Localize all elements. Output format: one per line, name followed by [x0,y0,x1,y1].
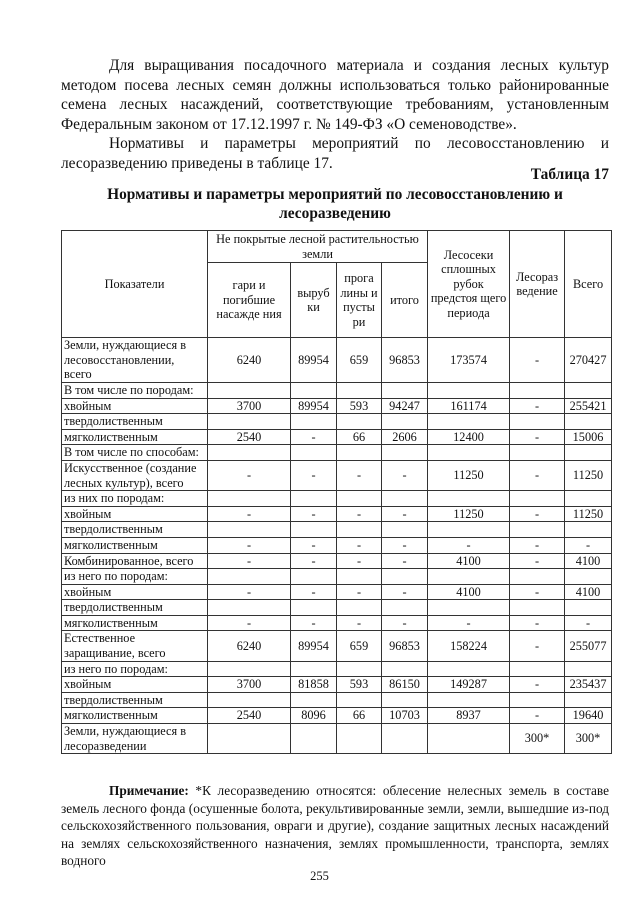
table-cell [337,661,382,677]
table-cell: - [382,615,428,631]
table-cell: - [382,537,428,553]
table-cell: - [337,460,382,490]
table-cell: - [208,537,291,553]
row-label: мягколиственным [62,615,208,631]
table-cell [565,382,612,398]
table-cell [382,692,428,708]
table-cell: - [291,553,337,569]
table-cell [291,382,337,398]
table-cell: 6240 [208,338,291,383]
table-cell: - [510,338,565,383]
table-cell: - [337,553,382,569]
row-label: из него по породам: [62,569,208,585]
table-row [62,537,612,553]
table-cell [208,414,291,430]
table-cell: - [382,460,428,490]
table-cell: 66 [337,708,382,724]
table-row [62,445,612,461]
table-cell [291,600,337,616]
row-label: Земли, нуждающиеся в лесовосстановлении, всего [62,338,208,383]
row-label: В том числе по породам: [62,382,208,398]
table-cell: 86150 [382,677,428,693]
table-cell [382,382,428,398]
table-cell: 149287 [428,677,510,693]
table-row [62,600,612,616]
table-cell: - [565,537,612,553]
reference-paragraph: Нормативы и параметры мероприятий по лесовосстановлению и лесоразведению приведены в таблице 17. [61,135,609,172]
table-cell: - [291,506,337,522]
table-cell: - [208,460,291,490]
table-cell: 300* [510,724,565,754]
table-cell: 255077 [565,631,612,661]
table-cell: 8937 [428,708,510,724]
table-cell [510,600,565,616]
table-cell: - [337,584,382,600]
header-unforested-lands: Не покрытые лесной растительностью земли [208,231,428,263]
table-cell: - [565,615,612,631]
table-cell: - [510,631,565,661]
table-cell [382,491,428,507]
table-cell: 270427 [565,338,612,383]
header-burnt: гари и погибшие насажде ния [208,263,291,338]
table-cell [565,600,612,616]
table-title: Нормативы и параметры мероприятий по лесовосстановлению и лесоразведению [107,186,563,222]
table-row [62,631,612,661]
table-cell: 235437 [565,677,612,693]
table-cell [337,382,382,398]
table-cell: - [510,708,565,724]
table-cell [382,661,428,677]
table-cell [382,522,428,538]
table-cell [337,569,382,585]
table-cell [428,569,510,585]
table-cell [510,382,565,398]
table-cell: 300* [565,724,612,754]
table-cell: - [510,398,565,414]
table-cell [291,661,337,677]
table-cell: 593 [337,677,382,693]
table-note [61,782,609,870]
table-cell: 94247 [382,398,428,414]
table-row [62,615,612,631]
table-cell: - [428,537,510,553]
table-cell [337,491,382,507]
table-cell [565,661,612,677]
table-cell: 255421 [565,398,612,414]
table-cell [291,414,337,430]
table-cell [428,414,510,430]
table-cell: - [291,537,337,553]
table-row [62,414,612,430]
table-row [62,460,612,490]
table-cell [208,600,291,616]
table-cell [382,445,428,461]
row-label: мягколиственным [62,708,208,724]
table-cell: 11250 [565,506,612,522]
table-cell: 11250 [565,460,612,490]
table-cell [510,692,565,708]
table-cell [565,414,612,430]
table-cell: 659 [337,338,382,383]
table-row [62,584,612,600]
table-cell [208,692,291,708]
intro-paragraph: Для выращивания посадочного материала и создания лесных культур методом посева лесных семян должны использоваться только районированные семена лесных насаждений, соответствующие требованиям, установленным Федеральным законом от 17.12.1997 г. № 149-ФЗ «О семеноводстве». [61,57,609,133]
row-label: В том числе по способам: [62,445,208,461]
table-cell: - [510,506,565,522]
table-cell [382,724,428,754]
table-cell: - [510,553,565,569]
note-text: *К лесоразведению относятся: облесение нелесных земель в составе земель лесного фонда (осушенные болота, рекультивированные земли, земли, вышедшие из-под сельскохозяйственного пользования, овраги и другие), создание защитных лесных насаждений на землях сельскохозяйственного назначения, землях промышленности, транспорта, землях водного [61,783,609,868]
table-row [62,661,612,677]
row-label: твердолиственным [62,692,208,708]
header-glades: прога лины и пусты ри [337,263,382,338]
table-cell: 3700 [208,677,291,693]
table-cell: - [510,460,565,490]
table-row [62,491,612,507]
table-cell [428,522,510,538]
table-cell: - [428,615,510,631]
row-label: хвойным [62,677,208,693]
table-cell [565,522,612,538]
table-cell [291,491,337,507]
table-cell: 659 [337,631,382,661]
table-cell [337,445,382,461]
table-cell [291,692,337,708]
table-cell [565,491,612,507]
table-cell [382,414,428,430]
table-cell [208,661,291,677]
row-label: хвойным [62,584,208,600]
table-cell [565,569,612,585]
row-label: Земли, нуждающиеся в лесоразведении [62,724,208,754]
table-row [62,692,612,708]
table-cell [291,569,337,585]
table-cell: - [208,615,291,631]
header-clearings: выруб ки [291,263,337,338]
header-subtotal: итого [382,263,428,338]
row-label: твердолиственным [62,414,208,430]
table-cell: - [382,584,428,600]
table-cell [208,382,291,398]
table-cell: 6240 [208,631,291,661]
table-row [62,708,612,724]
table-cell: - [510,537,565,553]
table-cell: 4100 [428,584,510,600]
table-cell [510,569,565,585]
table-cell [337,724,382,754]
table-row [62,522,612,538]
table-cell: - [208,584,291,600]
table-cell: - [208,506,291,522]
table-cell [565,445,612,461]
table-cell: - [291,615,337,631]
table-cell [291,445,337,461]
table-row [62,382,612,398]
table-cell: 3700 [208,398,291,414]
table-cell: 19640 [565,708,612,724]
table-cell [208,724,291,754]
table-row [62,338,612,383]
header-indicators: Показатели [62,231,208,338]
table-cell: - [208,553,291,569]
header-afforestation: Лесораз ведение [510,231,565,338]
table-cell: - [291,460,337,490]
table-row [62,429,612,445]
table-cell: - [510,584,565,600]
table-cell [208,522,291,538]
table-cell: - [510,615,565,631]
row-label: твердолиственным [62,600,208,616]
table-cell: 173574 [428,338,510,383]
row-label: Естественное заращивание, всего [62,631,208,661]
table-cell: 4100 [565,553,612,569]
table-cell: - [337,506,382,522]
table-cell: 12400 [428,429,510,445]
table-cell: 89954 [291,338,337,383]
table-cell [428,692,510,708]
table-cell: 11250 [428,460,510,490]
table-cell: 11250 [428,506,510,522]
table-cell: 15006 [565,429,612,445]
table-cell [208,491,291,507]
table-cell [510,445,565,461]
row-label: хвойным [62,398,208,414]
table-cell [428,600,510,616]
table-row [62,569,612,585]
row-label: мягколиственным [62,537,208,553]
table-cell [382,600,428,616]
table-cell: 2606 [382,429,428,445]
table-cell [337,692,382,708]
row-label: мягколиственным [62,429,208,445]
table-cell [291,724,337,754]
table-cell: 593 [337,398,382,414]
table-cell [208,569,291,585]
table-cell: 10703 [382,708,428,724]
table-cell [337,522,382,538]
table-cell [428,445,510,461]
table-cell: - [510,677,565,693]
table-cell [565,692,612,708]
table-cell: 158224 [428,631,510,661]
note-label: Примечание: [109,783,189,798]
table-cell: 161174 [428,398,510,414]
table-cell [510,522,565,538]
table-cell: - [337,615,382,631]
table-cell: 96853 [382,338,428,383]
table-cell [428,661,510,677]
table-cell [337,600,382,616]
table-cell: - [291,429,337,445]
table-cell: 66 [337,429,382,445]
table-cell: 4100 [565,584,612,600]
row-label: из него по породам: [62,661,208,677]
table-cell: 89954 [291,398,337,414]
row-label: Комбинированное, всего [62,553,208,569]
table-row [62,398,612,414]
table-cell: 96853 [382,631,428,661]
table-cell [382,569,428,585]
table-cell: - [510,429,565,445]
table-cell: - [291,584,337,600]
table-cell: - [337,537,382,553]
table-cell [208,445,291,461]
table-cell: 89954 [291,631,337,661]
table-cell [428,382,510,398]
page-number: 255 [310,869,329,883]
table-cell [291,522,337,538]
row-label: твердолиственным [62,522,208,538]
table-cell [510,661,565,677]
row-label: Искусственное (создание лесных культур), всего [62,460,208,490]
table-cell: 8096 [291,708,337,724]
table-cell: 2540 [208,429,291,445]
table-cell [510,414,565,430]
table-cell: - [382,506,428,522]
table-cell [428,724,510,754]
header-cutting-areas: Лесосеки сплошных рубок предстоя щего периода [428,231,510,338]
row-label: из них по породам: [62,491,208,507]
table-row [62,506,612,522]
table-cell [337,414,382,430]
table-cell [428,491,510,507]
standards-table [61,230,612,754]
table-label: Таблица 17 [530,166,609,183]
table-cell: 81858 [291,677,337,693]
table-cell: 2540 [208,708,291,724]
table-cell: - [382,553,428,569]
table-row [62,724,612,754]
header-total: Всего [565,231,612,338]
table-row [62,553,612,569]
table-cell [510,491,565,507]
table-row [62,677,612,693]
table-cell: 4100 [428,553,510,569]
row-label: хвойным [62,506,208,522]
